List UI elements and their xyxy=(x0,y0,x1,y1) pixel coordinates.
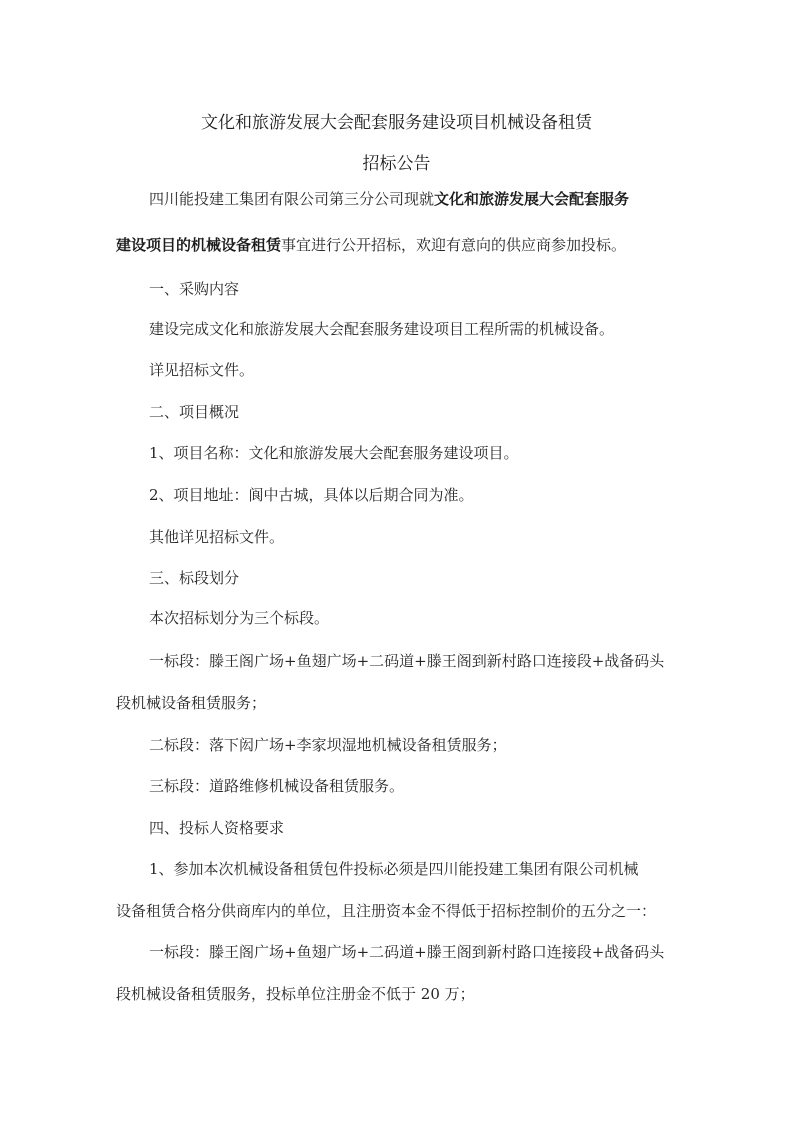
project-name-emphasis: 文化和旅游发展大会配套服务 xyxy=(434,190,630,208)
section-heading-overview: 二、项目概况 xyxy=(149,403,240,421)
requirement-lot-1-line-1: 一标段：滕王阁广场+鱼翅广场+二码道+滕王阁到新村路口连接段+战备码头 xyxy=(149,943,665,961)
procurement-see-docs: 详见招标文件。 xyxy=(149,361,255,379)
project-address: 2、项目地址：阆中古城，具体以后期合同为准。 xyxy=(149,486,474,504)
section-heading-lots: 三、标段划分 xyxy=(149,569,240,587)
project-name: 1、项目名称：文化和旅游发展大会配套服务建设项目。 xyxy=(149,444,519,462)
document-subtitle: 招标公告 xyxy=(362,154,431,174)
service-emphasis: 机械设备租赁 xyxy=(191,236,282,254)
intro-paragraph-line-2 xyxy=(116,234,626,256)
lot-1-line-1: 一标段：滕王阁广场+鱼翅广场+二码道+滕王阁到新村路口连接段+战备码头 xyxy=(149,652,665,670)
requirement-1-line-2: 设备租赁合格分供商库内的单位，且注册资本金不得低于招标控制价的五分之一： xyxy=(116,902,657,920)
lot-1-line-2: 段机械设备租赁服务； xyxy=(116,694,267,712)
intro-text-end: 事宜进行公开招标，欢迎有意向的供应商参加投标。 xyxy=(281,236,627,254)
lot-2: 二标段：落下闳广场+李家坝湿地机械设备租赁服务； xyxy=(149,736,507,754)
section-heading-qualification: 四、投标人资格要求 xyxy=(149,819,285,837)
requirement-1-line-1: 1、参加本次机械设备租赁包件投标必须是四川能投建工集团有限公司机械 xyxy=(149,860,639,878)
project-name-emphasis-cont: 建设项目的 xyxy=(116,236,192,254)
procurement-content: 建设完成文化和旅游发展大会配套服务建设项目工程所需的机械设备。 xyxy=(149,320,615,338)
lot-3: 三标段：道路维修机械设备租赁服务。 xyxy=(149,777,405,795)
requirement-lot-1-line-2: 段机械设备租赁服务，投标单位注册金不低于 20 万； xyxy=(116,985,475,1003)
document-title: 文化和旅游发展大会配套服务建设项目机械设备租赁 xyxy=(201,113,592,133)
intro-text: 四川能投建工集团有限公司第三分公司现就 xyxy=(149,190,435,208)
intro-paragraph-line-1 xyxy=(149,188,629,210)
section-heading-procurement: 一、采购内容 xyxy=(149,280,240,298)
overview-see-docs: 其他详见招标文件。 xyxy=(149,528,285,546)
lots-summary: 本次招标划分为三个标段。 xyxy=(149,609,330,627)
